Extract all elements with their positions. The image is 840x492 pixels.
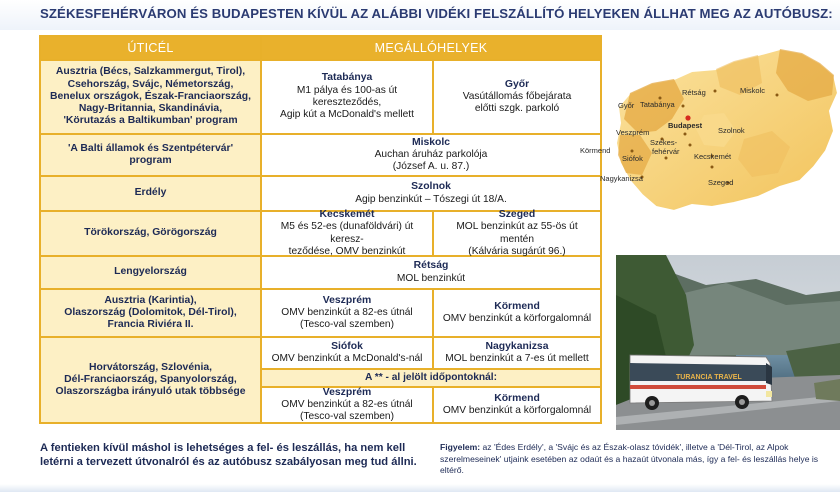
bus-logo-text: TURANCIA TRAVEL [676,374,742,381]
warning-text: az 'Édes Erdély', a 'Svájc és az Észak-olasz tóvidék', illetve a 'Dél-Tirol, az Alpok szerelmeseinek' utjaink esetében az odaút és a hazaút útvonala más, így a fel- és leszállás helye is eltérő. [440,442,819,475]
map-label-gyor: Győr [618,101,635,110]
stop-city: Siófok [331,340,363,352]
stop-detail: M5 és 52-es (dunaföldvári) út keresz- [280,221,414,245]
map-label-miskolc: Miskolc [740,86,766,95]
stop-detail: M1 pálya és 100-as út kereszteződés, [296,84,398,108]
map-label-nagykanizsa: Nagykanizsa [600,174,643,183]
destination-cell [41,257,260,288]
stop-city: Tatabánya [321,72,373,84]
stop-cell [434,208,600,257]
stop-city: Kecskemét [319,208,375,220]
warning-label: Figyelem: [440,442,481,452]
schedule-note: A ** - al jelölt időpontoknál: [262,370,600,386]
destination-line: program [129,155,172,166]
stop-cell [262,208,432,257]
destination-line: Dél-Franciaország, Spanyolország, [64,373,237,385]
stop-detail: (Tesco-val szemben) [300,411,394,423]
stop-city: Veszprém [322,386,372,398]
stop-cell [434,290,600,336]
stop-detail: OMV benzinkút a körforgalomnál [442,405,592,416]
stop-city: Körmend [494,300,540,312]
map-label-kormend: Körmend [580,146,611,155]
hungary-map [580,35,840,255]
stop-detail: OMV benzinkút a 82-es útnál [281,398,413,410]
map-label-szekes: Székes- [650,138,678,147]
stop-detail: Agip kút a McDonald's mellett [280,109,414,121]
column-header-destination: ÚTICÉL [41,37,260,59]
map-label-szolnok: Szolnok [718,126,745,135]
stop-cell [262,290,432,336]
stop-detail: Agip benzinkút – Tószegi út 18/A. [355,193,507,205]
stop-cell [262,135,600,175]
stop-detail: előtti szgk. parkoló [474,103,560,115]
stop-cell [262,177,600,210]
destination-line: Ausztria (Bécs, Salzkammergut, Tirol), [55,66,246,78]
stop-detail: Auchan áruház parkolója [374,148,488,160]
stop-cell [262,257,600,288]
stop-cell [434,61,600,133]
stop-detail: MOL benzinkút a 7-es út mellett [445,353,589,364]
stop-city: Rétság [413,260,449,272]
stop-city: Szeged [498,208,536,220]
map-label-veszprem: Veszprém [616,128,650,137]
destination-line: Lengyelország [114,266,187,278]
stop-detail: (Tesco-val szemben) [300,319,394,331]
map-label-retsag: Rétság [682,88,706,97]
destination-cell [41,177,260,210]
stop-detail: (József A. u. 87.) [392,161,470,173]
destination-line: Erdély [134,187,167,199]
destination-line: Törökország, Görögország [84,227,217,239]
map-label-siofok: Siófok [622,154,643,163]
stop-city: Veszprém [322,294,372,306]
hungary-map-graphic [580,35,840,255]
stop-city: Körmend [494,392,540,404]
destination-line: Horvátország, Szlovénia, [89,361,212,373]
destination-cell [41,135,260,175]
map-label-tatabanya: Tatabánya [640,100,675,109]
stop-detail: MOL benzinkút az 55-ös út mentén [456,221,578,245]
stop-cell [434,338,600,368]
footer-note-boarding: A fentieken kívül máshol is lehetséges a fel- és leszállás, ha nem kell letérni a tervezett útvonalról és az autóbusz szabályosan meg tud állni. [40,442,417,468]
page-heading: SZÉKESFEHÉRVÁRON ÉS BUDAPESTEN KÍVÜL AZ ALÁBBI VIDÉKI FELSZÁLLÍTÓ HELYEKEN ÁLLHAT MEG AZ AUTÓBUSZ: [40,6,833,21]
destination-line: Csehország, Svájc, Németország, [67,78,234,90]
stop-cell [262,388,432,422]
stop-cell [262,61,432,133]
destination-line: Olaszországba irányuló utak többsége [55,386,246,398]
stop-city: Miskolc [411,136,451,148]
stop-detail: MOL benzinkút [396,272,466,284]
destination-cell [41,212,260,255]
destination-line: Nagy-Britannia, Skandinávia, [78,103,223,115]
footer-band [0,484,840,492]
destination-line: Olaszország (Dolomitok, Dél-Tirol), [64,306,237,318]
destination-line: Ausztria (Karintia), [104,294,197,306]
stop-detail: teződése, OMV benzinkút [288,245,406,257]
stop-detail: OMV benzinkút a 82-es útnál [281,306,413,318]
stop-city: Győr [504,78,530,90]
stop-city: Nagykanizsa [485,340,549,352]
stop-cell [434,388,600,422]
destination-cell [41,290,260,336]
map-label-kecskemet: Kecskemét [694,152,732,161]
footer-warning [440,442,835,477]
map-label-budapest: Budapest [668,121,703,130]
stop-detail: Vasútállomás főbejárata [462,90,572,102]
map-label-szeged: Szeged [708,178,734,187]
stop-cell [262,338,432,368]
stops-table [39,35,602,424]
destination-line: 'Körutazás a Baltikumban' program [63,115,238,127]
map-label-fehervar: fehérvár [652,147,680,156]
stop-city: Szolnok [411,181,451,193]
bus-photo [616,255,840,430]
stop-detail: OMV benzinkút a körforgalomnál [442,313,592,324]
stop-detail: OMV benzinkút a McDonald's-nál [271,353,423,364]
destination-line: Benelux országok, Észak-Franciaország, [50,90,251,102]
bus-photo-graphic [616,255,840,430]
destination-line: Francia Riviéra II. [107,319,194,331]
column-header-stops: MEGÁLLÓHELYEK [262,37,600,59]
stop-detail: (Kálvária sugárút 96.) [468,245,566,257]
destination-line: 'A Balti államok és Szentpétervár' [67,142,234,154]
destination-cell [41,338,260,422]
destination-cell [41,61,260,133]
